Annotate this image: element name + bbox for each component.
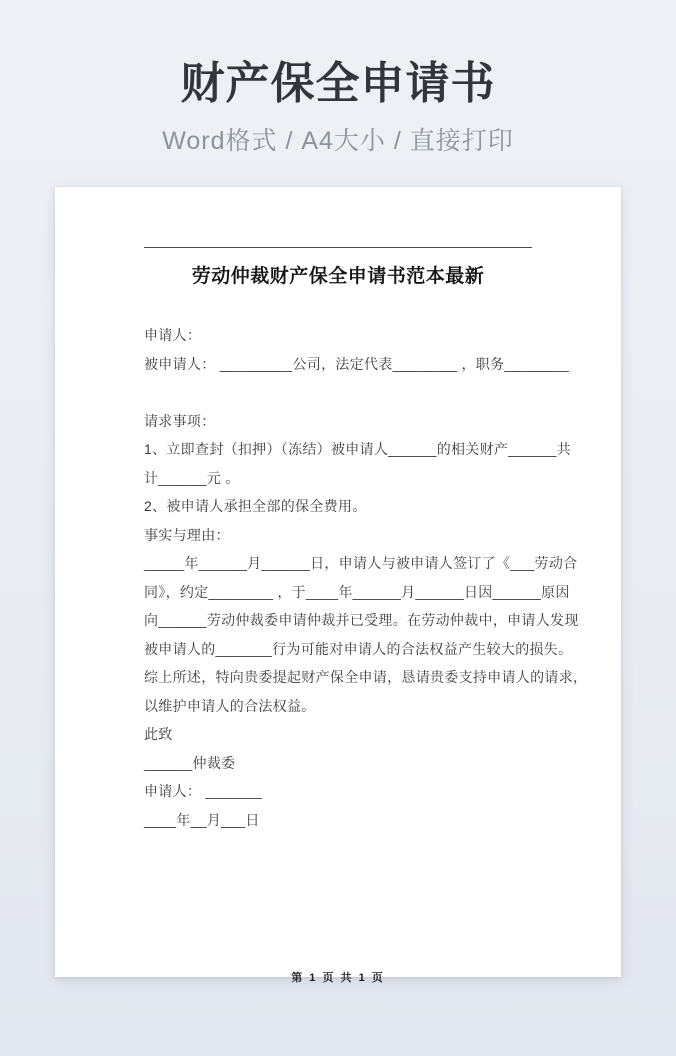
doc-line: 同》，约定________ ，于____年______月______日因______原因: [144, 583, 570, 600]
document-heading: 劳动仲裁财产保全申请书范本最新: [191, 266, 485, 287]
doc-line: 综上所述，特向贵委提起财产保全申请，恳请贵委支持申请人的请求，: [144, 669, 588, 685]
doc-line: 被申请人的_______行为可能对申请人的合法权益产生较大的损失。: [144, 640, 573, 657]
doc-line: 2、被申请人承担全部的保全费用。: [144, 498, 367, 514]
page-subtitle: Word格式 / A4大小 / 直接打印: [162, 126, 514, 155]
doc-line: 请求事项：: [144, 412, 216, 429]
doc-line: ____年__月___日: [144, 811, 260, 828]
doc-line: 申请人：: [144, 327, 202, 343]
doc-line: 申请人： _______: [144, 783, 262, 799]
doc-line: 向______劳动仲裁委申请仲裁并已受理。在劳动仲裁中，申请人发现: [144, 612, 579, 628]
doc-line: 被申请人： _________公司，法定代表________ ，职务________: [144, 355, 570, 372]
doc-line: ______仲裁委: [144, 754, 236, 771]
doc-line: 以维护申请人的合法权益。: [144, 697, 316, 714]
title-divider-line: [144, 247, 532, 248]
doc-line: 此致: [144, 726, 173, 742]
doc-line: [144, 378, 532, 407]
document-body: [144, 321, 588, 834]
page-number-footer: 第 1 页 共 1 页: [291, 972, 385, 984]
document-content: [55, 247, 621, 1037]
header-banner: [0, 58, 676, 157]
doc-line: 事实与理由：: [144, 526, 230, 543]
document-sheet: [55, 187, 621, 984]
doc-line: _____年______月______日，申请人与被申请人签订了《___劳动合: [144, 555, 578, 571]
page-title: 财产保全申请书: [180, 59, 496, 108]
doc-line: 计______元 。: [144, 469, 240, 486]
doc-line: 1、立即查封（扣押）（冻结）被申请人______的相关财产______共: [144, 441, 572, 457]
